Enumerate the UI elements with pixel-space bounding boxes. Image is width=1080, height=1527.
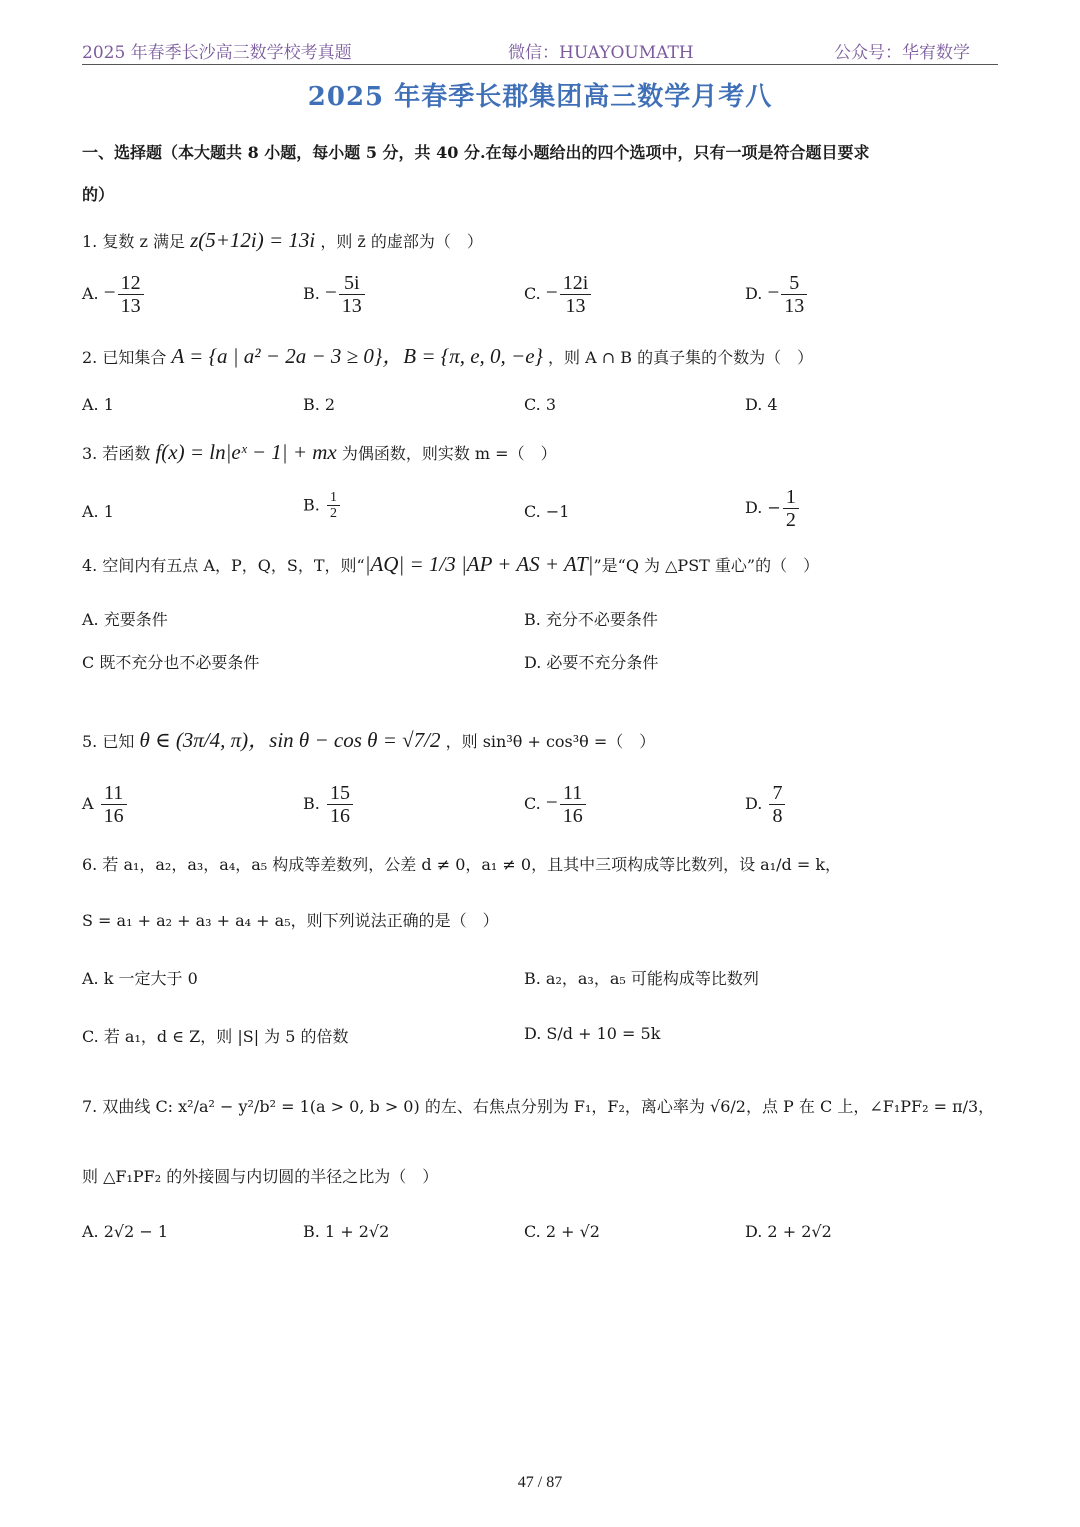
q3-option-a: A. 1 — [82, 502, 114, 521]
question-7-line1: 7. 双曲线 C: x²/a² − y²/b² = 1(a > 0, b > 0) 的左、右焦点分别为 F₁，F₂，离心率为 √6/2，点 P 在 C 上，∠F₁PF₂ = π/3， — [82, 1097, 995, 1116]
q7-option-d: D. 2 + 2√2 — [745, 1222, 832, 1241]
q3-option-c: C. −1 — [524, 502, 570, 521]
q5-option-c: C. − $\frac{11}{16}$ — [524, 782, 588, 827]
q1-suffix: ，则 z̄ 的虚部为（ ） — [320, 232, 483, 251]
q3-option-b: B. $\frac{1}{2}$ — [303, 490, 342, 522]
q6-option-b: B. a₂，a₃，a₅ 可能构成等比数列 — [524, 969, 759, 988]
q5-option-a: A $\frac{11}{16}$ — [82, 782, 129, 827]
q2-option-b: B. 2 — [303, 395, 336, 414]
q3-option-d: D. − $\frac{1}{2}$ — [745, 486, 801, 531]
header-left: 2025 年春季长沙高三数学校考真题 — [82, 43, 352, 63]
q5-option-d: D. $\frac{7}{8}$ — [745, 782, 787, 827]
section-heading-line1: 一、选择题（本大题共 8 小题，每小题 5 分，共 40 分.在每小题给出的四个选项中，只有一项是符合题目要求 — [82, 143, 870, 162]
q7-option-c: C. 2 + √2 — [524, 1222, 600, 1241]
q6-option-a: A. k 一定大于 0 — [82, 969, 198, 988]
page-number: 47 / 87 — [517, 1474, 563, 1491]
q4-option-d: D. 必要不充分条件 — [524, 653, 659, 672]
q2-option-d: D. 4 — [745, 395, 778, 414]
question-5: 5. 已知 θ ∈ (3π/4, π)，sin θ − cos θ = √7/2 ，则 sin³θ + cos³θ =（ ） — [82, 728, 656, 752]
q4-option-b: B. 充分不必要条件 — [524, 610, 658, 629]
question-6-line1: 6. 若 a₁，a₂，a₃，a₄，a₅ 构成等差数列，公差 d ≠ 0，a₁ ≠ 0，且其中三项构成等比数列，设 a₁/d = k， — [82, 855, 842, 874]
q4-option-c: C 既不充分也不必要条件 — [82, 653, 260, 672]
header-right: 公众号：华宥数学 — [834, 43, 970, 63]
question-2: 2. 已知集合 A = {a | a² − 2a − 3 ≥ 0}，B = {π, e, 0, −e} ，则 A ∩ B 的真子集的个数为（ ） — [82, 344, 814, 368]
q4-option-a: A. 充要条件 — [82, 610, 168, 629]
q7-option-a: A. 2√2 − 1 — [82, 1222, 169, 1241]
q2-option-a: A. 1 — [82, 395, 114, 414]
q3-function: f(x) = ln|eˣ − 1| + mx — [155, 440, 337, 464]
header-center: 微信：HUAYOUMATH — [508, 43, 694, 63]
q1-equation: z(5+12i) = 13i — [190, 228, 316, 252]
q4-condition: |AQ| = 1/3 |AP + AS + AT| — [364, 552, 594, 576]
q2-set-a: A = {a | a² − 2a − 3 ≥ 0} — [171, 344, 383, 368]
question-7-line2: 则 △F₁PF₂ 的外接圆与内切圆的半径之比为（ ） — [82, 1167, 439, 1186]
q1-option-a: A. − $\frac{12}{13}$ — [82, 272, 146, 317]
page-title: 2025 年春季长郡集团高三数学月考八 — [307, 82, 773, 112]
q1-option-d: D. − $\frac{5}{13}$ — [745, 272, 809, 317]
q6-option-c: C. 若 a₁，d ∈ Z，则 |S| 为 5 的倍数 — [82, 1027, 349, 1046]
question-4: 4. 空间内有五点 A，P，Q，S，T，则“|AQ| = 1/3 |AP + AS + AT|”是“Q 为 △PST 重心”的（ ） — [82, 552, 820, 576]
q5-option-b: B. $\frac{15}{16}$ — [303, 782, 355, 827]
q2-option-c: C. 3 — [524, 395, 557, 414]
q1-prefix: 1. 复数 z 满足 — [82, 232, 185, 251]
q2-set-b: ，B = {π, e, 0, −e} — [382, 344, 543, 368]
section-heading-line2: 的） — [82, 185, 115, 204]
header-rule — [82, 64, 998, 65]
question-6-line2: S = a₁ + a₂ + a₃ + a₄ + a₅，则下列说法正确的是（ ） — [82, 911, 499, 930]
question-3: 3. 若函数 f(x) = ln|eˣ − 1| + mx 为偶函数，则实数 m =（ ） — [82, 440, 557, 464]
q5-condition: θ ∈ (3π/4, π)，sin θ − cos θ = √7/2 — [139, 728, 441, 752]
q6-option-d: D. S/d + 10 = 5k — [524, 1024, 661, 1043]
question-1 — [82, 228, 483, 253]
q1-option-c: C. − $\frac{12i}{13}$ — [524, 272, 593, 317]
q1-option-b: B. − $\frac{5i}{13}$ — [303, 272, 367, 317]
q7-option-b: B. 1 + 2√2 — [303, 1222, 390, 1241]
